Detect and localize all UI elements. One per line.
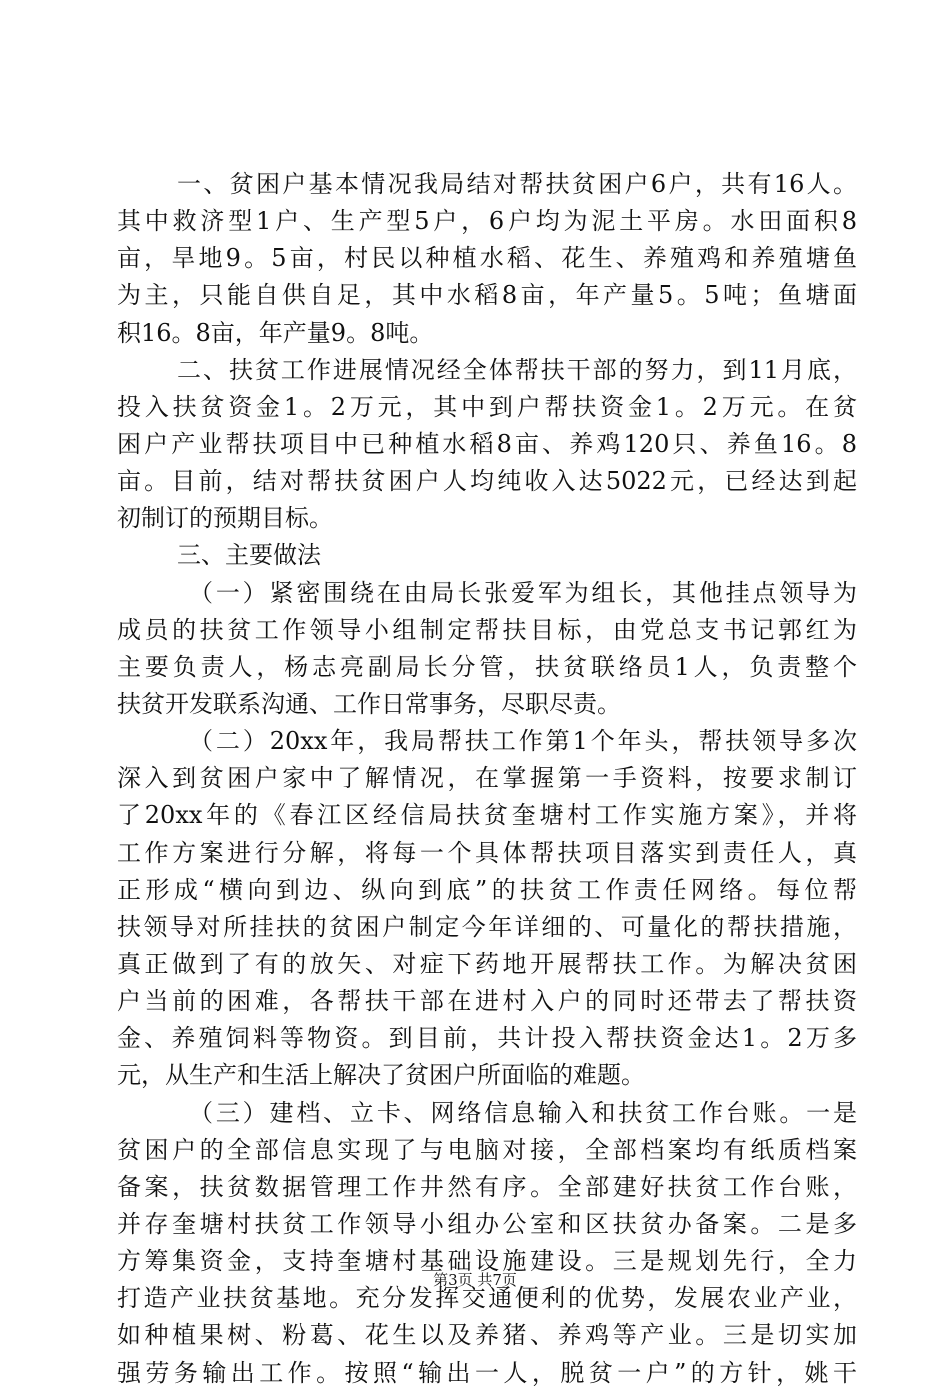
page-number-footer: 第3页 共7页	[433, 1271, 517, 1289]
paragraph-line: 其中救济型1户、生产型5户，6户均为泥土平房。水田面积8	[117, 207, 857, 236]
paragraph-line: 亩。目前，结对帮扶贫困户人均纯收入达5022元，已经达到起	[117, 467, 857, 496]
paragraph-line: 强劳务输出工作。按照“输出一人，脱贫一户”的方针，姚干	[117, 1358, 857, 1387]
paragraph-line: 金、养殖饲料等物资。到目前，共计投入帮扶资金达1。2万多	[117, 1024, 857, 1053]
paragraph-line: 积16。8亩，年产量9。8吨。	[117, 318, 434, 347]
paragraph-line: 如种植果树、粉葛、花生以及养猪、养鸡等产业。三是切实加	[117, 1321, 857, 1350]
paragraph-line: 主要负责人，杨志亮副局长分管，扶贫联络员1人，负责整个	[117, 652, 857, 681]
paragraph-line: 扶贫开发联系沟通、工作日常事务，尽职尽责。	[117, 689, 621, 718]
paragraph-line: 二、扶贫工作进展情况经全体帮扶干部的努力，到11月底，	[177, 355, 857, 384]
document-body	[117, 166, 857, 1392]
paragraph-line: 方筹集资金，支持奎塘村基础设施建设。三是规划先行，全力	[117, 1247, 857, 1276]
paragraph-line: 工作方案进行分解，将每一个具体帮扶项目落实到责任人，真	[117, 838, 857, 867]
paragraph-line: 困户产业帮扶项目中已种植水稻8亩、养鸡120只、养鱼16。8	[117, 429, 857, 458]
paragraph-line: 投入扶贫资金1。2万元，其中到户帮扶资金1。2万元。在贫	[117, 392, 857, 421]
paragraph-line: （一）紧密围绕在由局长张爱军为组长，其他挂点领导为	[189, 578, 857, 607]
paragraph-line: 正形成“横向到边、纵向到底”的扶贫工作责任网络。每位帮	[117, 875, 857, 904]
paragraph-line: 成员的扶贫工作领导小组制定帮扶目标，由党总支书记郭红为	[117, 615, 857, 644]
section-heading: 三、主要做法	[177, 541, 321, 570]
paragraph-line: 亩，旱地9。5亩，村民以种植水稻、花生、养殖鸡和养殖塘鱼	[117, 244, 857, 273]
paragraph-line: 贫困户的全部信息实现了与电脑对接，全部档案均有纸质档案	[117, 1135, 857, 1164]
paragraph-line: 户当前的困难，各帮扶干部在进村入户的同时还带去了帮扶资	[117, 987, 857, 1016]
paragraph-line: 初制订的预期目标。	[117, 504, 333, 533]
paragraph-line: 扶领导对所挂扶的贫困户制定今年详细的、可量化的帮扶措施，	[117, 912, 857, 941]
paragraph-line: 了20xx年的《春江区经信局扶贫奎塘村工作实施方案》，并将	[117, 801, 857, 830]
paragraph-line: 元，从生产和生活上解决了贫困户所面临的难题。	[117, 1061, 645, 1090]
paragraph-line: 打造产业扶贫基地。充分发挥交通便利的优势，发展农业产业，	[117, 1284, 857, 1313]
paragraph-line: 真正做到了有的放矢、对症下药地开展帮扶工作。为解决贫困	[117, 949, 857, 978]
paragraph-line: 一、贫困户基本情况我局结对帮扶贫困户6户，共有16人。	[177, 170, 857, 198]
paragraph-line: 深入到贫困户家中了解情况，在掌握第一手资料，按要求制订	[117, 764, 857, 793]
paragraph-line: （三）建档、立卡、网络信息输入和扶贫工作台账。一是	[189, 1098, 857, 1127]
paragraph-line: 备案，扶贫数据管理工作井然有序。全部建好扶贫工作台账，	[117, 1172, 857, 1201]
paragraph-line: 为主，只能自供自足，其中水稻8亩，年产量5。5吨；鱼塘面	[117, 281, 857, 310]
paragraph-line: 并存奎塘村扶贫工作领导小组办公室和区扶贫办备案。二是多	[117, 1209, 857, 1238]
paragraph-line: （二）20xx年，我局帮扶工作第1个年头，帮扶领导多次	[189, 727, 857, 756]
